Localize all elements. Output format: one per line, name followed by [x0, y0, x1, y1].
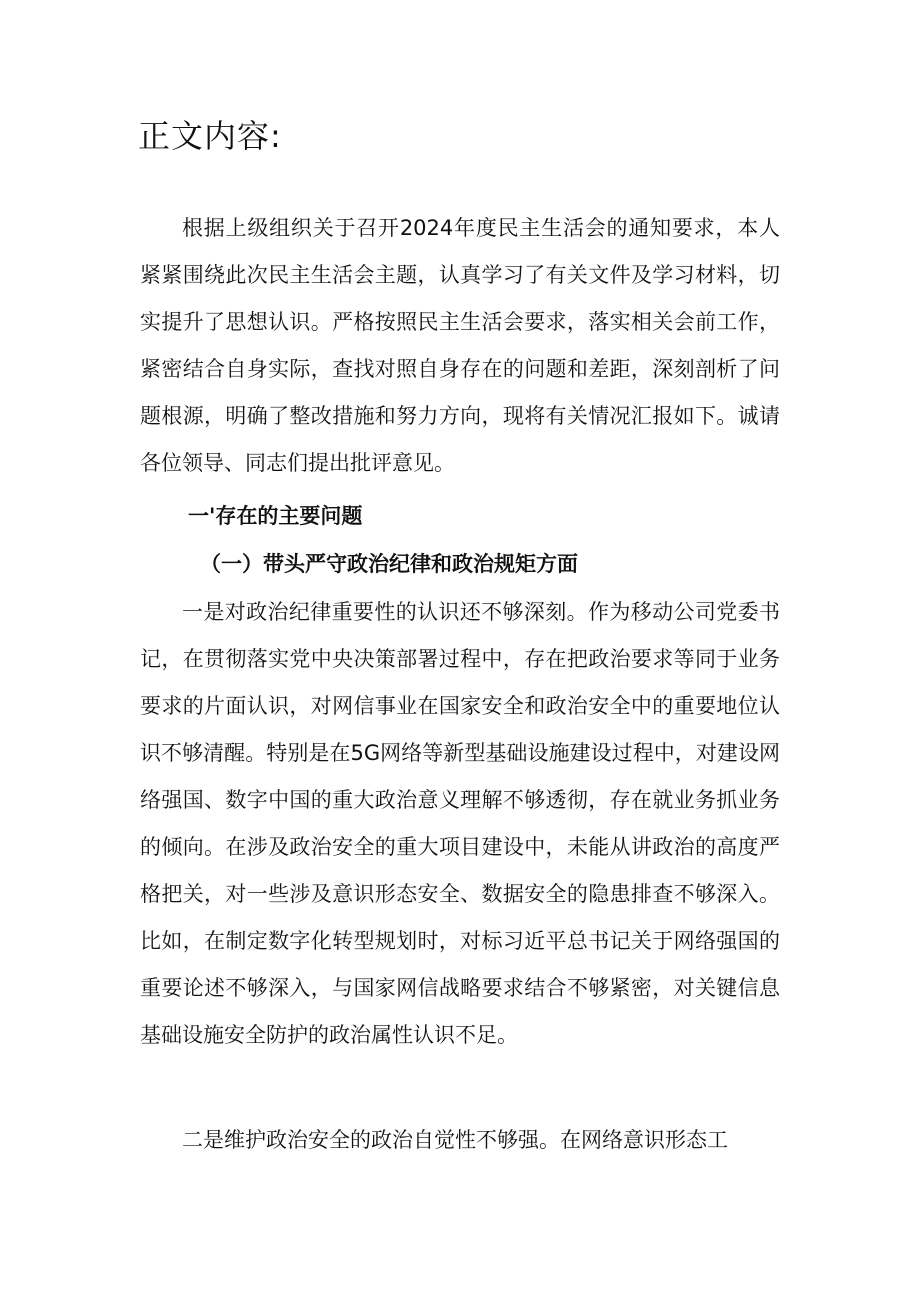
- intro-paragraph: 根据上级组织关于召开2024年度民主生活会的通知要求，本人紧紧围绕此次民主生活会主题，认真学习了有关文件及学习材料，切实提升了思想认识。严格按照民主生活会要求，落实相关会前工作，紧密结合自身实际，查找对照自身存在的问题和差距，深刻剖析了问题根源，明确了整改措施和努力方向，现将有关情况汇报如下。诚请各位领导、同志们提出批评意见。: [140, 216, 780, 475]
- subsection-heading-political-discipline: （一）带头严守政治纪律和政治规矩方面: [200, 552, 578, 576]
- document-title: 正文内容:: [138, 117, 282, 155]
- paragraph-point-two: 二是维护政治安全的政治自觉性不够强。在网络意识形态工: [182, 1128, 728, 1152]
- paragraph-point-one: 一是对政治纪律重要性的认识还不够深刻。作为移动公司党委书记，在贯彻落实党中央决策部署过程中，存在把政治要求等同于业务要求的片面认识，对网信事业在国家安全和政治安全中的重要地位认识不够清醒。特别是在5G网络等新型基础设施建设过程中，对建设网络强国、数字中国的重大政治意义理解不够透彻，存在就业务抓业务的倾向。在涉及政治安全的重大项目建设中，未能从讲政治的高度严格把关，对一些涉及意识形态安全、数据安全的隐患排查不够深入。比如，在制定数字化转型规划时，对标习近平总书记关于网络强国的重要论述不够深入，与国家网信战略要求结合不够紧密，对关键信息基础设施安全防护的政治属性认识不足。: [140, 600, 780, 1047]
- section-heading-main-problems: 一'存在的主要问题: [188, 504, 363, 528]
